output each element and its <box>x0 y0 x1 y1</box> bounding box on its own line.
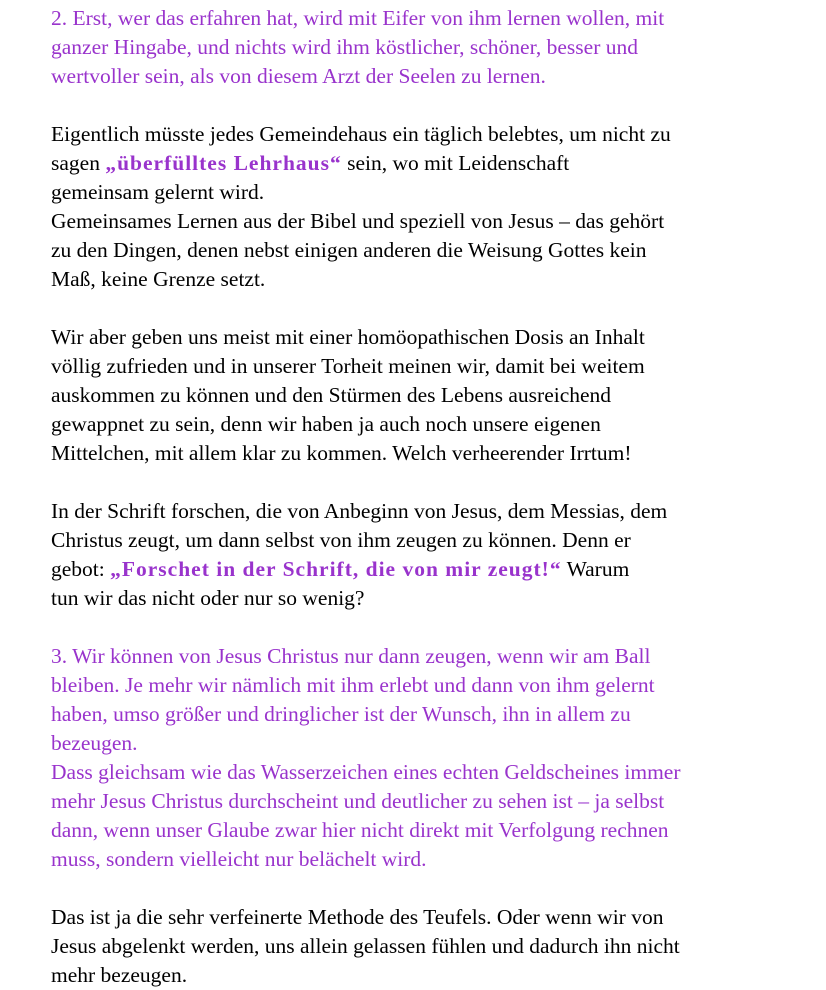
paragraph-spacer <box>51 294 791 323</box>
text-line: mehr Jesus Christus durchscheint und deutlicher zu sehen ist – ja selbst <box>51 789 665 813</box>
text-line: mehr bezeugen. <box>51 963 188 987</box>
text-fragment: sein, wo mit Leidenschaft <box>341 151 570 175</box>
text-line <box>51 149 791 178</box>
text-line: Maß, keine Grenze setzt. <box>51 267 266 291</box>
text-line: dann, wenn unser Glaube zwar hier nicht direkt mit Verfolgung rechnen <box>51 818 669 842</box>
paragraph-dosis <box>51 323 791 468</box>
paragraph-spacer <box>51 874 791 903</box>
paragraph-spacer <box>51 91 791 120</box>
text-line: Wir aber geben uns meist mit einer homöopathischen Dosis an Inhalt <box>51 325 645 349</box>
text-line: muss, sondern vielleicht nur belächelt wird. <box>51 847 427 871</box>
text-line: gewappnet zu sein, denn wir haben ja auch noch unsere eigenen <box>51 412 601 436</box>
paragraph-lehrhaus <box>51 120 791 294</box>
text-line: Mittelchen, mit allem klar zu kommen. Welch verheerender Irrtum! <box>51 441 632 465</box>
text-line: zu den Dingen, denen nebst einigen anderen die Weisung Gottes kein <box>51 238 647 262</box>
paragraph-point-2 <box>51 4 791 91</box>
paragraph-point-3 <box>51 642 791 874</box>
text-line: Dass gleichsam wie das Wasserzeichen eines echten Geldscheines immer <box>51 760 681 784</box>
text-line <box>51 555 791 584</box>
text-fragment: sagen <box>51 151 106 175</box>
document-page <box>51 4 791 990</box>
text-line: bezeugen. <box>51 731 138 755</box>
text-line: auskommen zu können und den Stürmen des Lebens ausreichend <box>51 383 612 407</box>
text-line: wertvoller sein, als von diesem Arzt der Seelen zu lernen. <box>51 64 546 88</box>
text-line: haben, umso größer und dringlicher ist der Wunsch, ihn in allem zu <box>51 702 631 726</box>
text-line: völlig zufrieden und in unserer Torheit meinen wir, damit bei weitem <box>51 354 645 378</box>
text-line: In der Schrift forschen, die von Anbeginn von Jesus, dem Messias, dem <box>51 499 668 523</box>
paragraph-schrift <box>51 497 791 613</box>
text-line: Das ist ja die sehr verfeinerte Methode des Teufels. Oder wenn wir von <box>51 905 664 929</box>
text-fragment: gebot: <box>51 557 111 581</box>
paragraph-spacer <box>51 613 791 642</box>
text-line: Christus zeugt, um dann selbst von ihm zeugen zu können. Denn er <box>51 528 631 552</box>
emphasis-quote: „Forschet in der Schrift, die von mir zeugt!“ <box>110 557 562 581</box>
text-line: tun wir das nicht oder nur so wenig? <box>51 586 365 610</box>
text-fragment: Warum <box>561 557 630 581</box>
text-line: 2. Erst, wer das erfahren hat, wird mit Eifer von ihm lernen wollen, mit <box>51 6 665 30</box>
emphasis-quote: „überfülltes Lehrhaus“ <box>105 151 342 175</box>
text-line: gemeinsam gelernt wird. <box>51 180 265 204</box>
text-line: Gemeinsames Lernen aus der Bibel und speziell von Jesus – das gehört <box>51 209 665 233</box>
text-line: Jesus abgelenkt werden, uns allein gelassen fühlen und dadurch ihn nicht <box>51 934 680 958</box>
text-line: 3. Wir können von Jesus Christus nur dann zeugen, wenn wir am Ball <box>51 644 651 668</box>
paragraph-teufel <box>51 903 791 990</box>
text-line: ganzer Hingabe, und nichts wird ihm köstlicher, schöner, besser und <box>51 35 638 59</box>
text-line: bleiben. Je mehr wir nämlich mit ihm erlebt und dann von ihm gelernt <box>51 673 655 697</box>
text-line: Eigentlich müsste jedes Gemeindehaus ein täglich belebtes, um nicht zu <box>51 122 671 146</box>
paragraph-spacer <box>51 468 791 497</box>
